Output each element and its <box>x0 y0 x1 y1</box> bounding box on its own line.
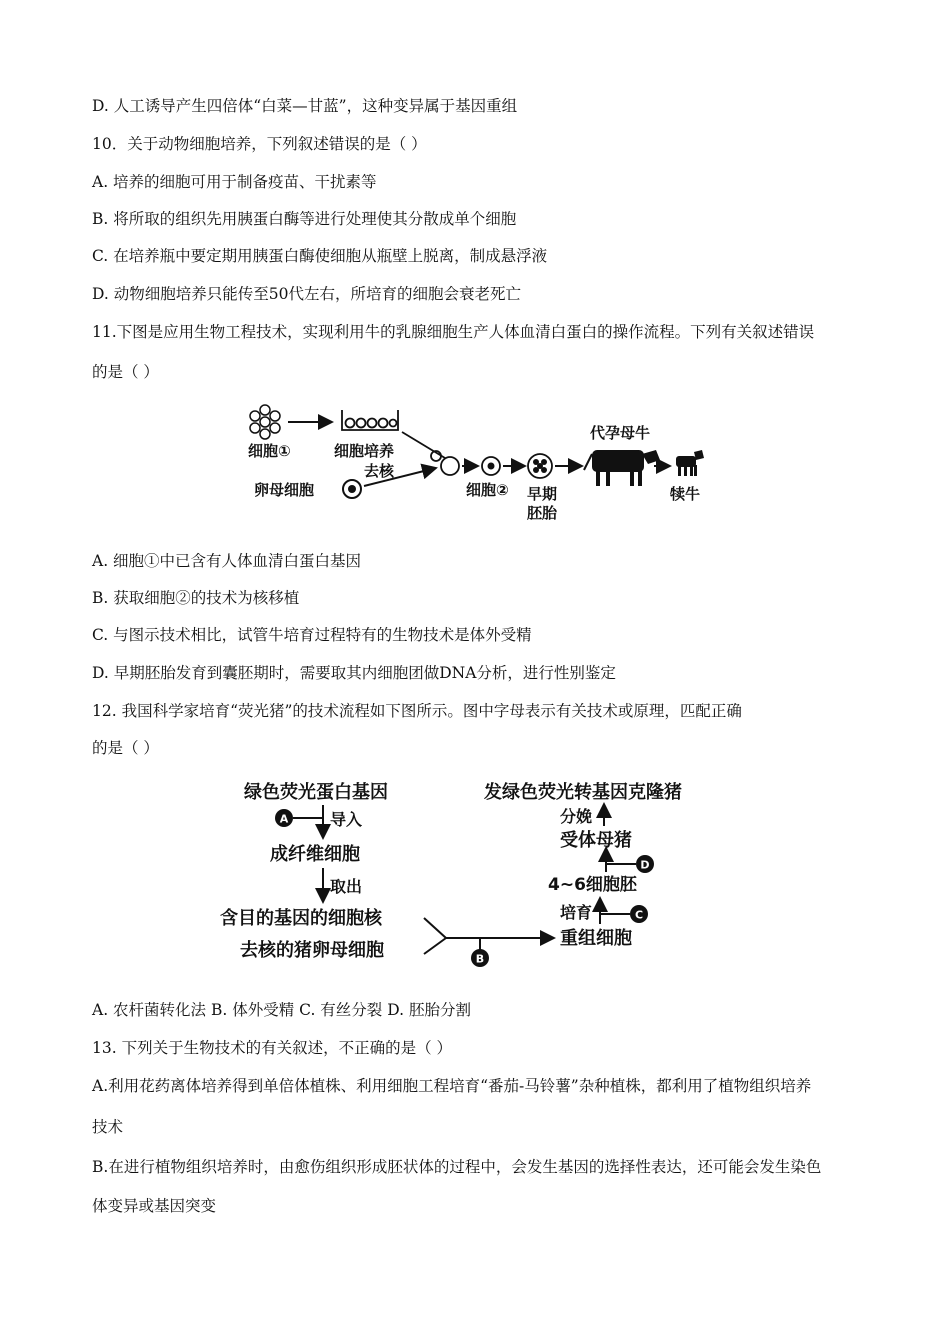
culture-dish-icon <box>342 410 398 430</box>
q12-stem-line1: 12. 我国科学家培育“荧光猪”的技术流程如下图所示。图中字母表示有关技术或原理，匹配正确 <box>92 702 742 720</box>
label-fibroblast: 成纤维细胞 <box>270 844 360 865</box>
q9-option-d: D. 人工诱导产生四倍体“白菜—甘蓝”，这种变异属于基因重组 <box>92 97 518 115</box>
label-recipient: 受体母猪 <box>560 830 632 851</box>
q10-stem: 10．关于动物细胞培养，下列叙述错误的是（ ） <box>92 135 427 153</box>
q11-stem-line1: 11.下图是应用生物工程技术，实现利用牛的乳腺细胞生产人体血清白蛋白的操作流程。下列有关叙述错误 <box>92 323 815 341</box>
q11-stem-line2: 的是（ ） <box>92 363 159 381</box>
label-nucleus: 含目的基因的细胞核 <box>220 908 382 929</box>
q11-option-c: C. 与图示技术相比，试管牛培育过程特有的生物技术是体外受精 <box>92 626 532 644</box>
q10-option-a: A. 培养的细胞可用于制备疫苗、干扰素等 <box>92 173 377 191</box>
q11-option-a: A. 细胞①中已含有人体血清白蛋白基因 <box>92 552 362 570</box>
label-enucleated-oocyte: 去核的猪卵母细胞 <box>240 940 384 961</box>
label-extract: 取出 <box>330 877 363 896</box>
q11-option-b: B. 获取细胞②的技术为核移植 <box>92 589 300 607</box>
enucleated-cell-icon <box>441 457 459 475</box>
calf-icon <box>676 450 704 476</box>
q13-stem: 13. 下列关于生物技术的有关叙述，不正确的是（ ） <box>92 1039 453 1057</box>
label-a: A <box>279 812 289 826</box>
label-oocyte: 卵母细胞 <box>254 481 315 499</box>
early-embryo-icon <box>528 454 552 478</box>
label-early-embryo-1: 早期 <box>527 485 558 503</box>
q11-figure <box>240 398 710 526</box>
q13-option-a-line1: A.利用花药离体培养得到单倍体植株、利用细胞工程培育“番茄-马铃薯”杂种植株，都利用了植物组织培养 <box>92 1077 812 1095</box>
cell-cluster-icon <box>250 405 280 439</box>
pipette-icon <box>402 432 445 461</box>
label-import: 导入 <box>330 810 363 829</box>
label-d: D <box>640 858 650 872</box>
label-recombinant: 重组细胞 <box>560 928 632 949</box>
q12-stem-line2: 的是（ ） <box>92 739 159 757</box>
label-early-embryo-2: 胚胎 <box>527 504 558 522</box>
q13-option-a-line2: 技术 <box>92 1118 124 1136</box>
label-cell1: 细胞① <box>248 442 291 460</box>
label-cell2: 细胞② <box>466 481 509 499</box>
label-b: B <box>475 952 485 966</box>
label-gfp-gene: 绿色荧光蛋白基因 <box>244 782 388 803</box>
label-enucleate: 去核 <box>364 462 395 480</box>
label-c: C <box>634 908 644 922</box>
q10-option-b: B. 将所取的组织先用胰蛋白酶等进行处理使其分散成单个细胞 <box>92 210 517 228</box>
q13-option-b-line2: 体变异或基因突变 <box>92 1197 217 1215</box>
label-transgenic-pig: 发绿色荧光转基因克隆猪 <box>484 782 682 803</box>
label-calf: 犊牛 <box>670 485 701 503</box>
q10-option-d: D. 动物细胞培养只能传至50代左右，所培育的细胞会衰老死亡 <box>92 285 521 303</box>
q13-option-b-line1: B.在进行植物组织培养时，由愈伤组织形成胚状体的过程中，会发生基因的选择性表达，还可能会发生染色 <box>92 1158 822 1176</box>
label-culture: 细胞培养 <box>334 442 395 460</box>
label-culture: 培育 <box>560 903 593 922</box>
q12-figure <box>218 772 738 972</box>
q10-option-c: C. 在培养瓶中要定期用胰蛋白酶使细胞从瓶壁上脱离，制成悬浮液 <box>92 247 548 265</box>
label-embryo: 4~6细胞胚 <box>548 875 637 895</box>
label-delivery: 分娩 <box>560 807 593 826</box>
q12-options: A. 农杆菌转化法 B. 体外受精 C. 有丝分裂 D. 胚胎分割 <box>92 1001 471 1019</box>
label-surrogate: 代孕母牛 <box>590 424 651 442</box>
cow-icon <box>584 450 660 486</box>
q11-option-d: D. 早期胚胎发育到囊胚期时，需要取其内细胞团做DNA分析，进行性别鉴定 <box>92 664 616 682</box>
